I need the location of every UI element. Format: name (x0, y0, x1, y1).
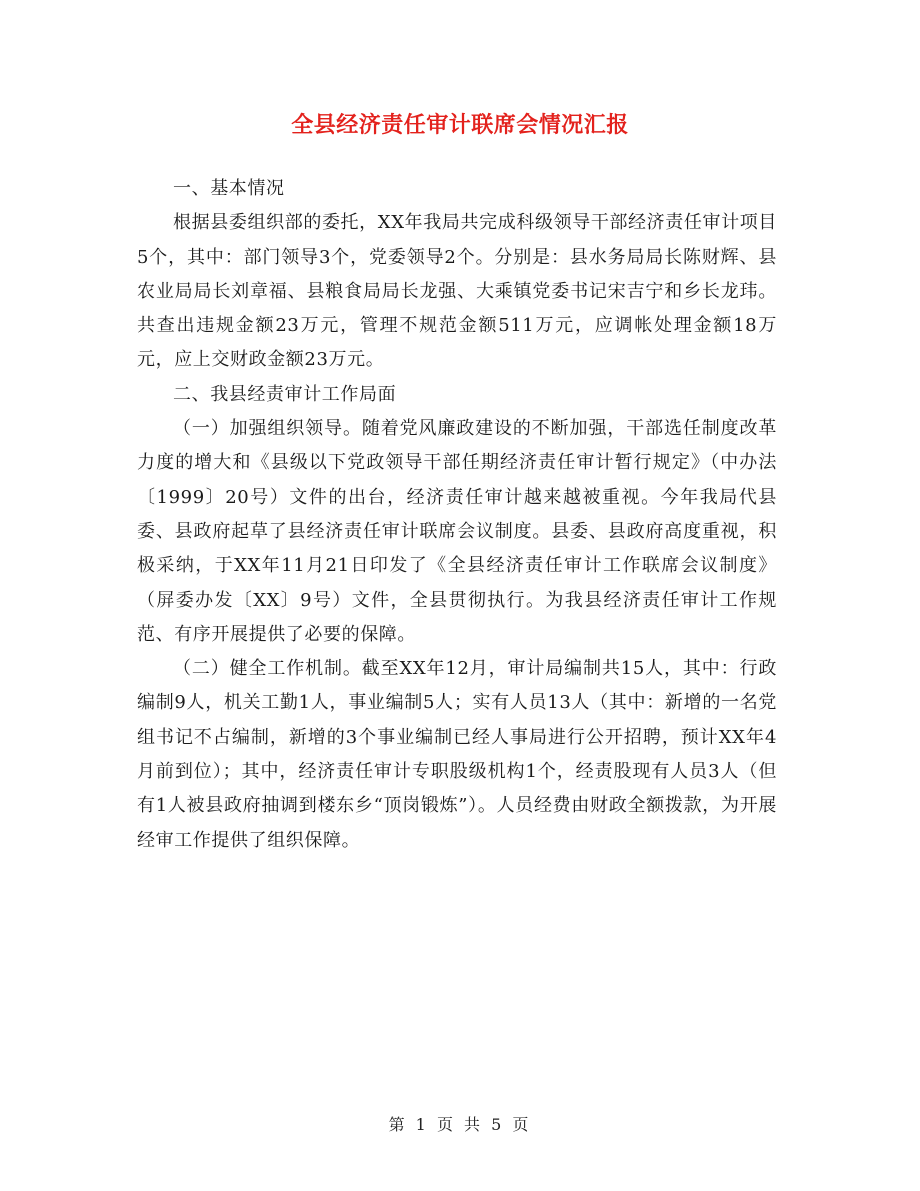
document-title: 全县经济责任审计联席会情况汇报 (291, 112, 629, 138)
document-body (137, 172, 777, 858)
page-footer: 第 1 页 共 5 页 (388, 1115, 532, 1134)
section-heading-situation: 二、我县经责审计工作局面 (173, 383, 397, 405)
section-heading-basic: 一、基本情况 (173, 178, 285, 199)
paragraph-basic-info: 根据县委组织部的委托，XX年我局共完成科级领导干部经济责任审计项目5个，其中：部门领导3个，党委领导2个。分别是：县水务局局长陈财辉、县农业局局长刘章福、县粮食局局长龙强、大乘镇党委书记宋吉宁和乡长龙玮。共查出违规金额23万元，管理不规范金额511万元，应调帐处理金额18万元，应上交财政金额23万元。 (137, 212, 777, 371)
paragraph-organization: （一）加强组织领导。随着党风廉政建设的不断加强，干部选任制度改革力度的增大和《县级以下党政领导干部任期经济责任审计暂行规定》（中办法〔1999〕20号）文件的出台，经济责任审计越来越被重视。今年我局代县委、县政府起草了县经济责任审计联席会议制度。县委、县政府高度重视，积极采纳，于XX年11月21日印发了《全县经济责任审计工作联席会议制度》（屏委办发〔XX〕9号）文件，全县贯彻执行。为我县经济责任审计工作规范、有序开展提供了必要的保障。 (137, 418, 777, 645)
paragraph-mechanism: （二）健全工作机制。截至XX年12月，审计局编制共15人，其中：行政编制9人，机关工勤1人，事业编制5人；实有人员13人（其中：新增的一名党组书记不占编制，新增的3个事业编制已经人事局进行公开招聘，预计XX年4月前到位）；其中，经济责任审计专职股级机构1个，经责股现有人员3人（但有1人被县政府抽调到楼东乡“顶岗锻炼”）。人员经费由财政全额拨款，为开展经审工作提供了组织保障。 (137, 658, 777, 851)
